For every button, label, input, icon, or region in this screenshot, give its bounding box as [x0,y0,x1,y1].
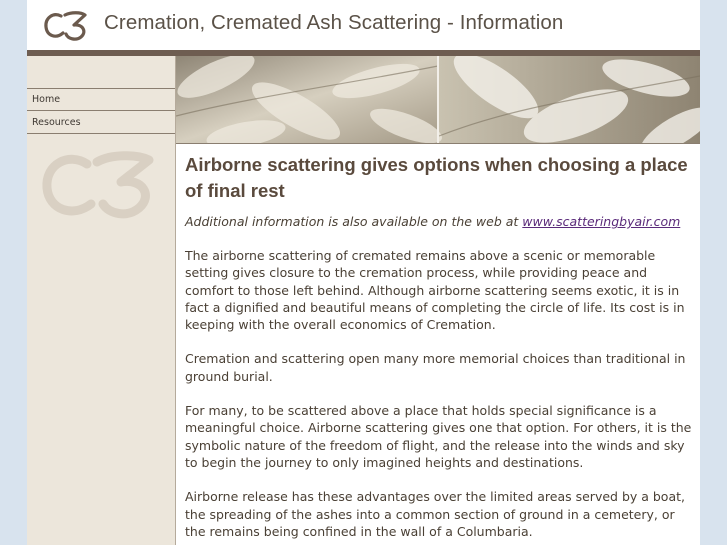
page [27,0,700,545]
paragraph-advantages: Airborne release has these advantages over the limited areas served by a boat, the spreading of the ashes into a common section of ground in a cemetery, or the remains being confined in the wall of a Columbaria. [185,489,685,539]
sidebar [27,56,176,545]
scatteringbyair-link[interactable]: www.scatteringbyair.com [522,214,681,229]
sidebar-item-resources[interactable]: Resources [27,112,175,134]
banner-bottom-rule [176,143,700,144]
main-content [185,152,697,540]
site-header [27,0,700,50]
paragraph-intro: The airborne scattering of cremated remains above a scenic or memorable setting gives closure to the cremation process, while providing peace and comfort to those left behind. Although airborne scattering seems exotic, it is in fact a dignified and beautiful means of completing the circle of life. Its cost is in keeping with the overall economics of Cremation. [185,248,685,333]
site-title: Cremation, Cremated Ash Scattering - Information [104,11,564,34]
cb-monogram-watermark-icon [39,148,159,224]
cb-monogram-logo-icon [41,6,91,46]
note-prefix: Additional information is also available on the web at [185,214,523,229]
banner-divider [437,56,439,143]
leaves-photo-banner [176,56,700,143]
paragraph-significance: For many, to be scattered above a place that holds special significance is a meaningful choice. Airborne scattering gives one that option. For others, it is the symbolic nature of the freedom of flight, and the release into the winds and sky to begin the journey to only imagined heights and destinations. [185,403,692,470]
paragraph-choices: Cremation and scattering open many more memorial choices than traditional in ground burial. [185,351,686,384]
sidebar-item-home[interactable]: Home [27,89,175,111]
additional-info-note [185,213,697,230]
page-headline: Airborne scattering gives options when choosing a place of final rest [185,154,688,201]
